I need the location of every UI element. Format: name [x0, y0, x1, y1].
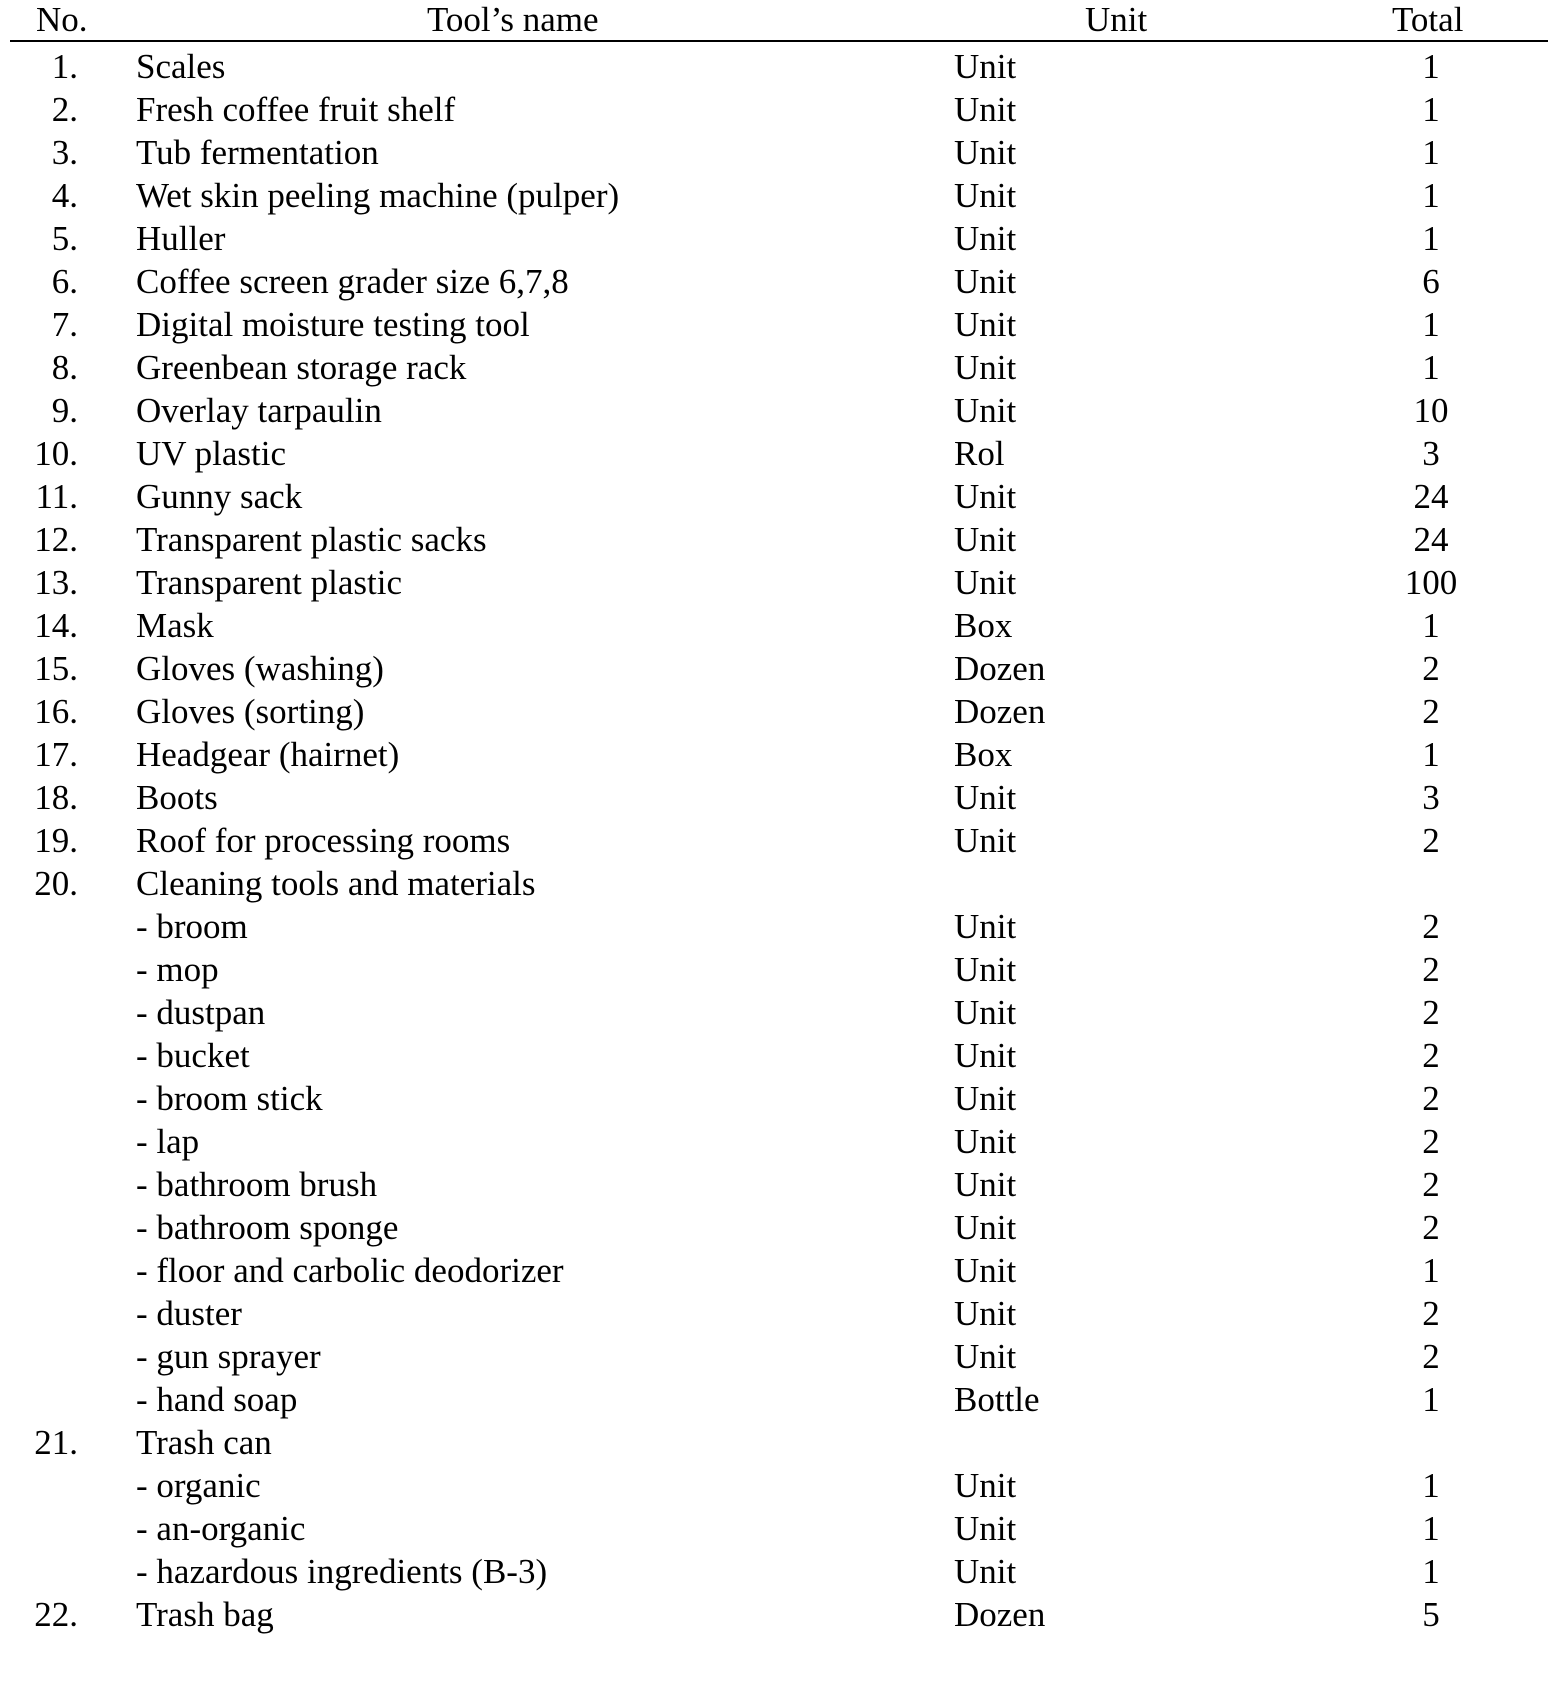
row-total: 6 — [1422, 262, 1440, 301]
row-tool-name: Boots — [136, 778, 218, 817]
row-number: 19. — [34, 821, 78, 860]
row-tool-name: Trash can — [136, 1423, 272, 1462]
row-total: 2 — [1422, 821, 1440, 860]
row-total: 1 — [1422, 1509, 1440, 1548]
row-total: 2 — [1422, 649, 1440, 688]
table-row — [10, 518, 1548, 561]
row-number: 5. — [51, 219, 78, 258]
row-tool-name: - gun sprayer — [136, 1337, 321, 1376]
row-total: 2 — [1422, 1165, 1440, 1204]
table-row — [10, 1163, 1548, 1206]
row-unit: Dozen — [954, 692, 1046, 731]
row-tool-name: Greenbean storage rack — [136, 348, 467, 387]
row-unit: Unit — [954, 993, 1017, 1032]
row-tool-name: Tub fermentation — [136, 133, 379, 172]
row-tool-name: - duster — [136, 1294, 242, 1333]
row-tool-name: Gloves (washing) — [136, 649, 384, 688]
row-total: 1 — [1422, 133, 1440, 172]
row-total: 1 — [1422, 1552, 1440, 1591]
table-row — [10, 1292, 1548, 1335]
header-tool-name: Tool’s name — [427, 0, 599, 39]
row-unit: Dozen — [954, 649, 1046, 688]
row-unit: Unit — [954, 1337, 1017, 1376]
table-body — [10, 45, 1548, 1636]
row-total: 1 — [1422, 1251, 1440, 1290]
row-number: 14. — [34, 606, 78, 645]
row-unit: Unit — [954, 1165, 1017, 1204]
table-row — [10, 1378, 1548, 1421]
row-total: 2 — [1422, 1208, 1440, 1247]
row-total: 1 — [1422, 219, 1440, 258]
table-row — [10, 561, 1548, 604]
row-tool-name: Gunny sack — [136, 477, 303, 516]
row-total: 1 — [1422, 348, 1440, 387]
row-total: 1 — [1422, 47, 1440, 86]
row-unit: Unit — [954, 520, 1017, 559]
row-unit: Unit — [954, 219, 1017, 258]
table-row — [10, 733, 1548, 776]
table-row — [10, 1421, 1548, 1464]
row-total: 2 — [1422, 1079, 1440, 1118]
row-tool-name: - mop — [136, 950, 219, 989]
row-number: 17. — [34, 735, 78, 774]
row-total: 24 — [1413, 477, 1449, 516]
row-tool-name: Coffee screen grader size 6,7,8 — [136, 262, 569, 301]
row-total: 10 — [1413, 391, 1449, 430]
row-unit: Unit — [954, 778, 1017, 817]
row-total: 2 — [1422, 907, 1440, 946]
table-row — [10, 1593, 1548, 1636]
row-total: 1 — [1422, 735, 1440, 774]
row-tool-name: Transparent plastic sacks — [136, 520, 487, 559]
row-tool-name: Trash bag — [136, 1595, 274, 1634]
row-tool-name: Roof for processing rooms — [136, 821, 511, 860]
table-row — [10, 1507, 1548, 1550]
row-tool-name: Mask — [136, 606, 214, 645]
row-tool-name: Huller — [136, 219, 226, 258]
row-unit: Unit — [954, 1466, 1017, 1505]
table-row — [10, 217, 1548, 260]
row-unit: Dozen — [954, 1595, 1046, 1634]
row-number: 3. — [51, 133, 78, 172]
row-tool-name: - lap — [136, 1122, 200, 1161]
row-unit: Unit — [954, 262, 1017, 301]
row-tool-name: Digital moisture testing tool — [136, 305, 530, 344]
table-row — [10, 475, 1548, 518]
row-number: 2. — [51, 90, 78, 129]
table-row — [10, 303, 1548, 346]
row-tool-name: - organic — [136, 1466, 261, 1505]
row-tool-name: - broom stick — [136, 1079, 323, 1118]
row-unit: Box — [954, 606, 1013, 645]
row-unit: Unit — [954, 907, 1017, 946]
row-number: 8. — [51, 348, 78, 387]
row-unit: Unit — [954, 1036, 1017, 1075]
row-tool-name: - bathroom sponge — [136, 1208, 399, 1247]
table-row — [10, 260, 1548, 303]
table-row — [10, 991, 1548, 1034]
table-row — [10, 862, 1548, 905]
row-tool-name: Headgear (hairnet) — [136, 735, 400, 774]
row-tool-name: - hazardous ingredients (B-3) — [136, 1552, 548, 1591]
row-tool-name: - bathroom brush — [136, 1165, 378, 1204]
header-unit: Unit — [1085, 0, 1148, 39]
row-total: 2 — [1422, 1294, 1440, 1333]
header-no: No. — [36, 0, 88, 39]
table-row — [10, 905, 1548, 948]
table-row — [10, 1120, 1548, 1163]
table-row — [10, 1206, 1548, 1249]
row-total: 2 — [1422, 950, 1440, 989]
table-row — [10, 1550, 1548, 1593]
row-number: 16. — [34, 692, 78, 731]
row-unit: Unit — [954, 1251, 1017, 1290]
row-number: 10. — [34, 434, 78, 473]
row-unit: Box — [954, 735, 1013, 774]
table-header — [10, 0, 1548, 42]
row-number: 20. — [34, 864, 78, 903]
row-total: 1 — [1422, 176, 1440, 215]
row-unit: Unit — [954, 176, 1017, 215]
table-row — [10, 690, 1548, 733]
table-row — [10, 819, 1548, 862]
row-total: 2 — [1422, 1337, 1440, 1376]
row-tool-name: - broom — [136, 907, 248, 946]
row-tool-name: - hand soap — [136, 1380, 298, 1419]
row-tool-name: - an-organic — [136, 1509, 306, 1548]
row-total: 1 — [1422, 1380, 1440, 1419]
row-unit: Unit — [954, 1294, 1017, 1333]
row-unit: Unit — [954, 90, 1017, 129]
row-unit: Unit — [954, 1509, 1017, 1548]
row-number: 7. — [51, 305, 78, 344]
row-total: 1 — [1422, 606, 1440, 645]
row-number: 13. — [34, 563, 78, 602]
row-unit: Unit — [954, 47, 1017, 86]
table-row — [10, 647, 1548, 690]
table-row — [10, 131, 1548, 174]
row-number: 11. — [35, 477, 78, 516]
table-row — [10, 432, 1548, 475]
row-unit: Unit — [954, 348, 1017, 387]
row-tool-name: UV plastic — [136, 434, 287, 473]
row-number: 9. — [51, 391, 78, 430]
row-total: 2 — [1422, 1036, 1440, 1075]
row-unit: Unit — [954, 950, 1017, 989]
row-unit: Bottle — [954, 1380, 1040, 1419]
row-number: 6. — [51, 262, 78, 301]
row-number: 4. — [51, 176, 78, 215]
tools-table — [10, 0, 1548, 1636]
table-row — [10, 174, 1548, 217]
header-total: Total — [1392, 0, 1464, 39]
row-total: 2 — [1422, 1122, 1440, 1161]
table-row — [10, 1335, 1548, 1378]
row-unit: Rol — [954, 434, 1005, 473]
row-number: 15. — [34, 649, 78, 688]
row-total: 1 — [1422, 90, 1440, 129]
row-unit: Unit — [954, 477, 1017, 516]
row-number: 1. — [51, 47, 78, 86]
table-row — [10, 1249, 1548, 1292]
row-unit: Unit — [954, 563, 1017, 602]
table-row — [10, 948, 1548, 991]
row-total: 3 — [1422, 778, 1440, 817]
table-row — [10, 389, 1548, 432]
row-unit: Unit — [954, 1079, 1017, 1118]
row-tool-name: Scales — [136, 47, 226, 86]
row-total: 2 — [1422, 993, 1440, 1032]
table-row — [10, 1464, 1548, 1507]
row-tool-name: Transparent plastic — [136, 563, 403, 602]
row-tool-name: Wet skin peeling machine (pulper) — [136, 176, 620, 215]
table-row — [10, 45, 1548, 88]
table-row — [10, 88, 1548, 131]
row-unit: Unit — [954, 821, 1017, 860]
row-total: 24 — [1413, 520, 1449, 559]
row-tool-name: Gloves (sorting) — [136, 692, 365, 731]
row-total: 1 — [1422, 305, 1440, 344]
row-unit: Unit — [954, 1208, 1017, 1247]
row-total: 2 — [1422, 692, 1440, 731]
row-unit: Unit — [954, 133, 1017, 172]
row-tool-name: Overlay tarpaulin — [136, 391, 382, 430]
row-tool-name: - bucket — [136, 1036, 250, 1075]
row-number: 12. — [34, 520, 78, 559]
row-tool-name: - floor and carbolic deodorizer — [136, 1251, 564, 1290]
row-unit: Unit — [954, 391, 1017, 430]
row-total: 3 — [1422, 434, 1440, 473]
table-row — [10, 604, 1548, 647]
row-number: 22. — [34, 1595, 78, 1634]
table-row — [10, 776, 1548, 819]
row-unit: Unit — [954, 1122, 1017, 1161]
row-total: 100 — [1404, 563, 1458, 602]
row-unit: Unit — [954, 1552, 1017, 1591]
row-number: 18. — [34, 778, 78, 817]
row-unit: Unit — [954, 305, 1017, 344]
row-number: 21. — [34, 1423, 78, 1462]
row-tool-name: Fresh coffee fruit shelf — [136, 90, 456, 129]
row-tool-name: - dustpan — [136, 993, 266, 1032]
table-row — [10, 1034, 1548, 1077]
table-row — [10, 1077, 1548, 1120]
table-row — [10, 346, 1548, 389]
row-total: 5 — [1422, 1595, 1440, 1634]
row-tool-name: Cleaning tools and materials — [136, 864, 536, 903]
row-total: 1 — [1422, 1466, 1440, 1505]
